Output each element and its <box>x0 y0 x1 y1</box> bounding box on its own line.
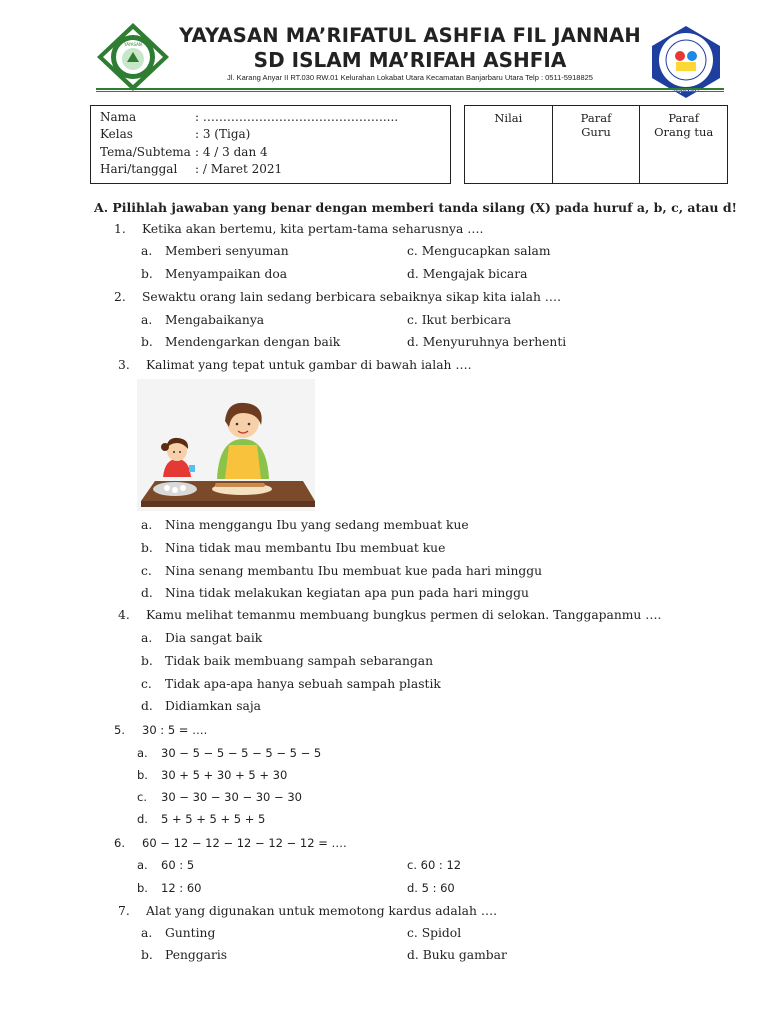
svg-text:YAYASAN: YAYASAN <box>124 42 142 47</box>
nilai-cell[interactable]: Nilai <box>465 106 553 183</box>
option-3d[interactable]: d. Nina tidak melakukan kegiatan apa pun pada hari minggu <box>141 586 529 600</box>
option-1d[interactable]: d. Mengajak bicara <box>407 267 528 281</box>
option-6d[interactable]: d. 5 : 60 <box>407 881 455 895</box>
question-3: 3. Kalimat yang tepat untuk gambar di bawah ialah …. <box>118 358 472 372</box>
option-7c[interactable]: c. Spidol <box>407 926 462 940</box>
option-4a[interactable]: a. Dia sangat baik <box>141 631 263 645</box>
student-info-box <box>90 105 451 184</box>
option-7d[interactable]: d. Buku gambar <box>407 948 507 962</box>
option-1c[interactable]: c. Mengucapkan salam <box>407 244 551 258</box>
option-3b[interactable]: b. Nina tidak mau membantu Ibu membuat kue <box>141 541 446 555</box>
header-divider <box>96 88 724 90</box>
option-6c[interactable]: c. 60 : 12 <box>407 858 462 872</box>
option-2a[interactable]: a. Mengabaikanya <box>141 313 265 327</box>
question-5: 5. 30 : 5 = …. <box>114 723 208 737</box>
header-divider-thin <box>96 91 724 92</box>
tema-row: Tema/Subtema : 4 / 3 dan 4 <box>100 145 268 159</box>
paraf-orangtua-cell[interactable]: Paraf Orang tua <box>654 111 714 139</box>
option-5c[interactable]: c. 30 − 30 − 30 − 30 − 30 <box>137 790 302 804</box>
foundation-name: YAYASAN MA’RIFATUL ASHFIA FIL JANNAH <box>179 24 641 47</box>
question-6: 6. 60 − 12 − 12 − 12 − 12 − 12 = …. <box>114 836 347 850</box>
baking-illustration <box>137 379 315 511</box>
option-5b[interactable]: b. 30 + 5 + 30 + 5 + 30 <box>137 768 288 782</box>
section-a-instruction: A. Pilihlah jawaban yang benar dengan memberi tanda silang (X) pada huruf a, b, c, atau d! <box>94 200 738 215</box>
nama-field[interactable]: : ……………………………………….... <box>195 110 399 124</box>
school-address: Jl. Karang Anyar II RT.030 RW.01 Kelurahan Lokabat Utara Kecamatan Banjarbaru Utara Telp : 0511-5918825 <box>227 73 593 82</box>
option-2c[interactable]: c. Ikut berbicara <box>407 313 512 327</box>
nama-row: Nama : ……………………………………….... <box>100 110 399 124</box>
option-6b[interactable]: b. 12 : 60 <box>137 881 202 895</box>
question-2: 2. Sewaktu orang lain sedang berbicara sebaiknya sikap kita ialah …. <box>114 290 561 304</box>
option-5d[interactable]: d. 5 + 5 + 5 + 5 + 5 <box>137 812 266 826</box>
option-1a[interactable]: a. Memberi senyuman <box>141 244 289 258</box>
school-name: SD ISLAM MA’RIFAH ASHFIA <box>253 48 567 72</box>
option-2d[interactable]: d. Menyuruhnya berhenti <box>407 335 567 349</box>
foundation-logo <box>96 22 170 92</box>
hari-field[interactable]: : / Maret 2021 <box>195 162 283 176</box>
option-3a[interactable]: a. Nina menggangu Ibu yang sedang membuat kue <box>141 518 469 532</box>
option-2b[interactable]: b. Mendengarkan dengan baik <box>141 335 341 349</box>
question-4: 4. Kamu melihat temanmu membuang bungkus permen di selokan. Tanggapanmu …. <box>118 608 662 622</box>
paraf-guru-cell[interactable]: Paraf Guru <box>553 106 641 183</box>
hari-row: Hari/tanggal : / Maret 2021 <box>100 162 283 176</box>
question-1: 1. Ketika akan bertemu, kita pertam-tama seharusnya …. <box>114 222 484 236</box>
option-1b[interactable]: b. Menyampaikan doa <box>141 267 288 281</box>
option-5a[interactable]: a. 30 − 5 − 5 − 5 − 5 − 5 − 5 <box>137 746 322 760</box>
option-7b[interactable]: b. Penggaris <box>141 948 228 962</box>
option-3c[interactable]: c. Nina senang membantu Ibu membuat kue pada hari minggu <box>141 564 543 578</box>
option-4d[interactable]: d. Didiamkan saja <box>141 699 261 713</box>
option-7a[interactable]: a. Gunting <box>141 926 216 940</box>
question-7: 7. Alat yang digunakan untuk memotong kardus adalah …. <box>118 904 498 918</box>
option-4b[interactable]: b. Tidak baik membuang sampah sebarangan <box>141 654 433 668</box>
option-4c[interactable]: c. Tidak apa-apa hanya sebuah sampah plastik <box>141 677 441 691</box>
grading-box <box>464 105 728 184</box>
option-6a[interactable]: a. 60 : 5 <box>137 858 195 872</box>
kelas-row: Kelas : 3 (Tiga) <box>100 127 251 141</box>
